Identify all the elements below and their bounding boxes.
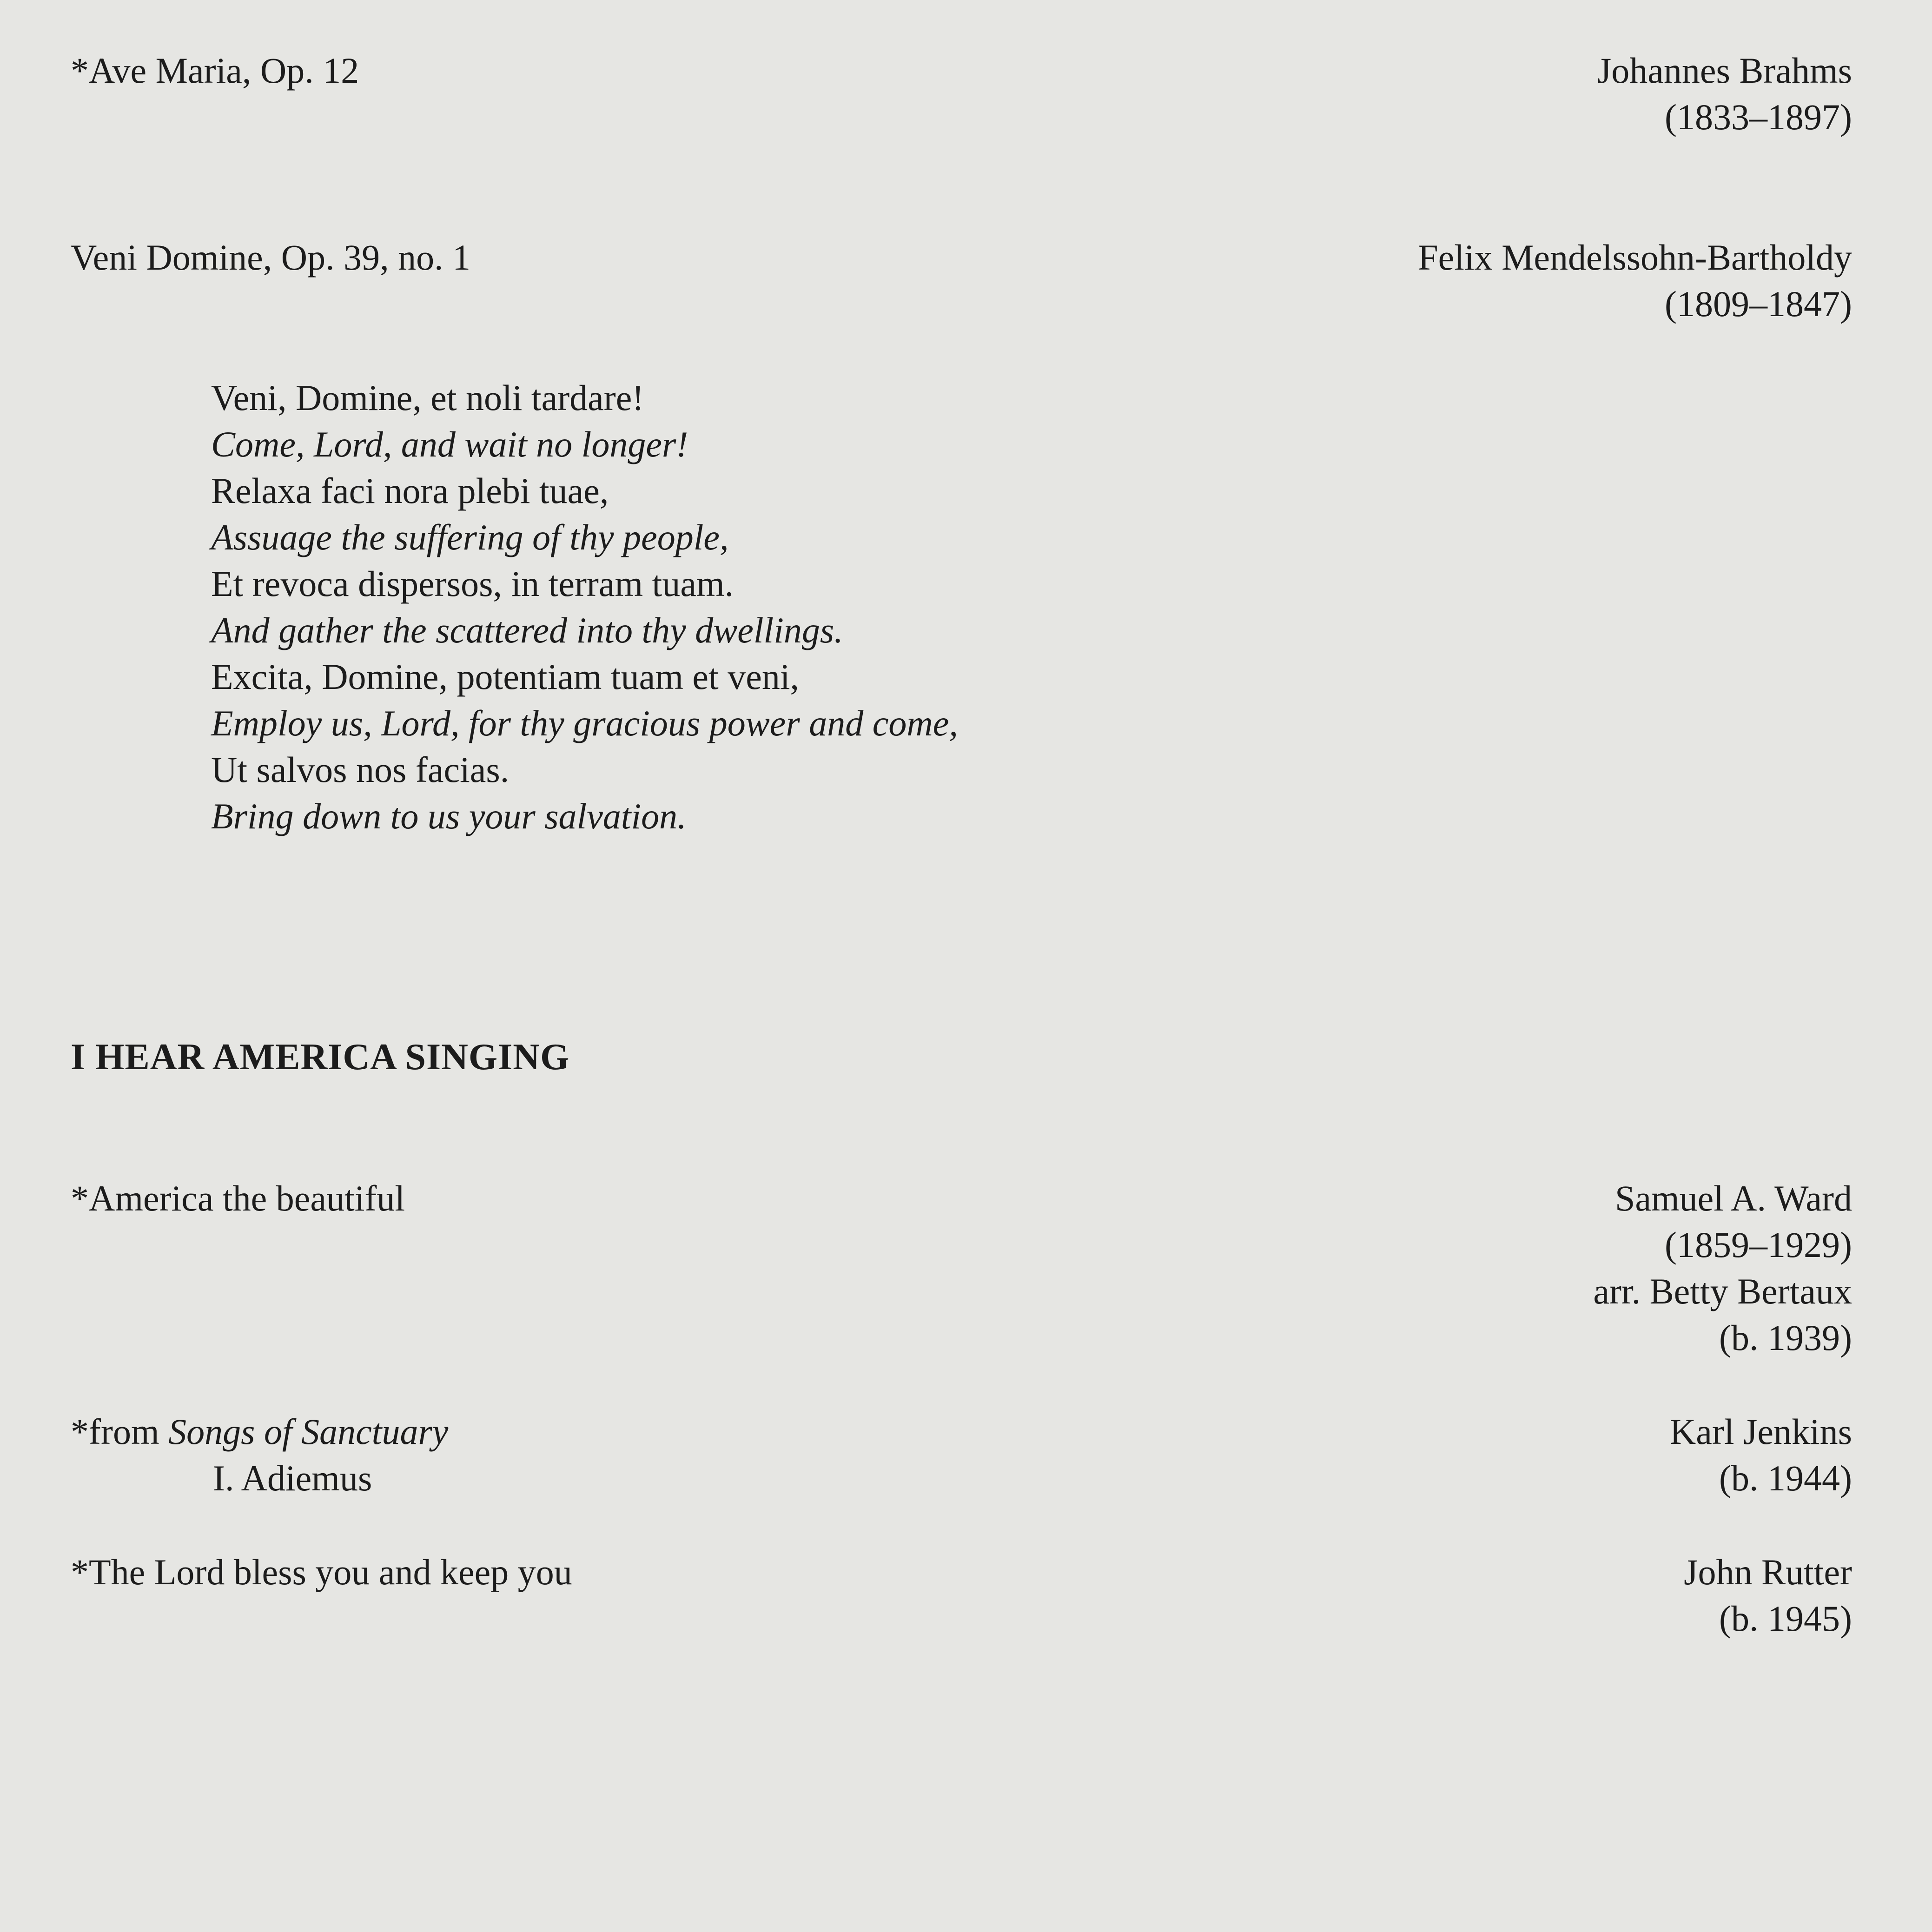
- text-line-english: And gather the scattered into thy dwellings.: [211, 610, 843, 650]
- text-line-latin: Et revoca dispersos, in terram tuam.: [211, 563, 734, 604]
- section-heading: I HEAR AMERICA SINGING: [71, 1037, 570, 1078]
- piece-title-america: *America the beautiful: [71, 1178, 405, 1218]
- text-line-latin: Excita, Domine, potentiam tuam et veni,: [211, 656, 799, 697]
- composer-dates-mendelssohn: (1809–1847): [1665, 284, 1852, 324]
- composer-dates-brahms: (1833–1897): [1665, 97, 1852, 137]
- text-line-latin: Veni, Domine, et noli tardare!: [211, 377, 644, 418]
- text-line-english: Come, Lord, and wait no longer!: [211, 424, 688, 464]
- text-line-english: Assuage the suffering of thy people,: [211, 517, 729, 557]
- composer-ward: Samuel A. Ward: [1614, 1178, 1852, 1218]
- piece-title-lord-bless-you: *The Lord bless you and keep you: [71, 1552, 572, 1592]
- movement-title-adiemus: I. Adiemus: [213, 1458, 372, 1498]
- arranger-dates-bertaux: (b. 1939): [1719, 1317, 1852, 1358]
- piece-title-songs-of-sanctuary: [71, 1409, 448, 1455]
- composer-rutter: John Rutter: [1684, 1552, 1852, 1592]
- composer-dates-rutter: (b. 1945): [1719, 1598, 1852, 1639]
- composer-brahms: Johannes Brahms: [1597, 50, 1852, 91]
- text-line-latin: Ut salvos nos facias.: [211, 749, 509, 790]
- text-line-latin: Relaxa faci nora plebi tuae,: [211, 470, 609, 511]
- arranger-bertaux: arr. Betty Bertaux: [1593, 1271, 1852, 1311]
- composer-dates-jenkins: (b. 1944): [1719, 1458, 1852, 1498]
- piece-title-ave-maria: *Ave Maria, Op. 12: [71, 50, 359, 91]
- piece-title-veni-domine: Veni Domine, Op. 39, no. 1: [71, 237, 471, 278]
- composer-jenkins: Karl Jenkins: [1669, 1411, 1852, 1452]
- title-prefix: *from: [71, 1411, 169, 1452]
- composer-dates-ward: (1859–1929): [1665, 1224, 1852, 1265]
- composer-mendelssohn: Felix Mendelssohn-Bartholdy: [1418, 237, 1852, 278]
- text-line-english: Bring down to us your salvation.: [211, 796, 687, 836]
- work-title-italic: Songs of Sanctuary: [168, 1411, 449, 1452]
- text-line-english: Employ us, Lord, for thy gracious power and come,: [211, 703, 958, 743]
